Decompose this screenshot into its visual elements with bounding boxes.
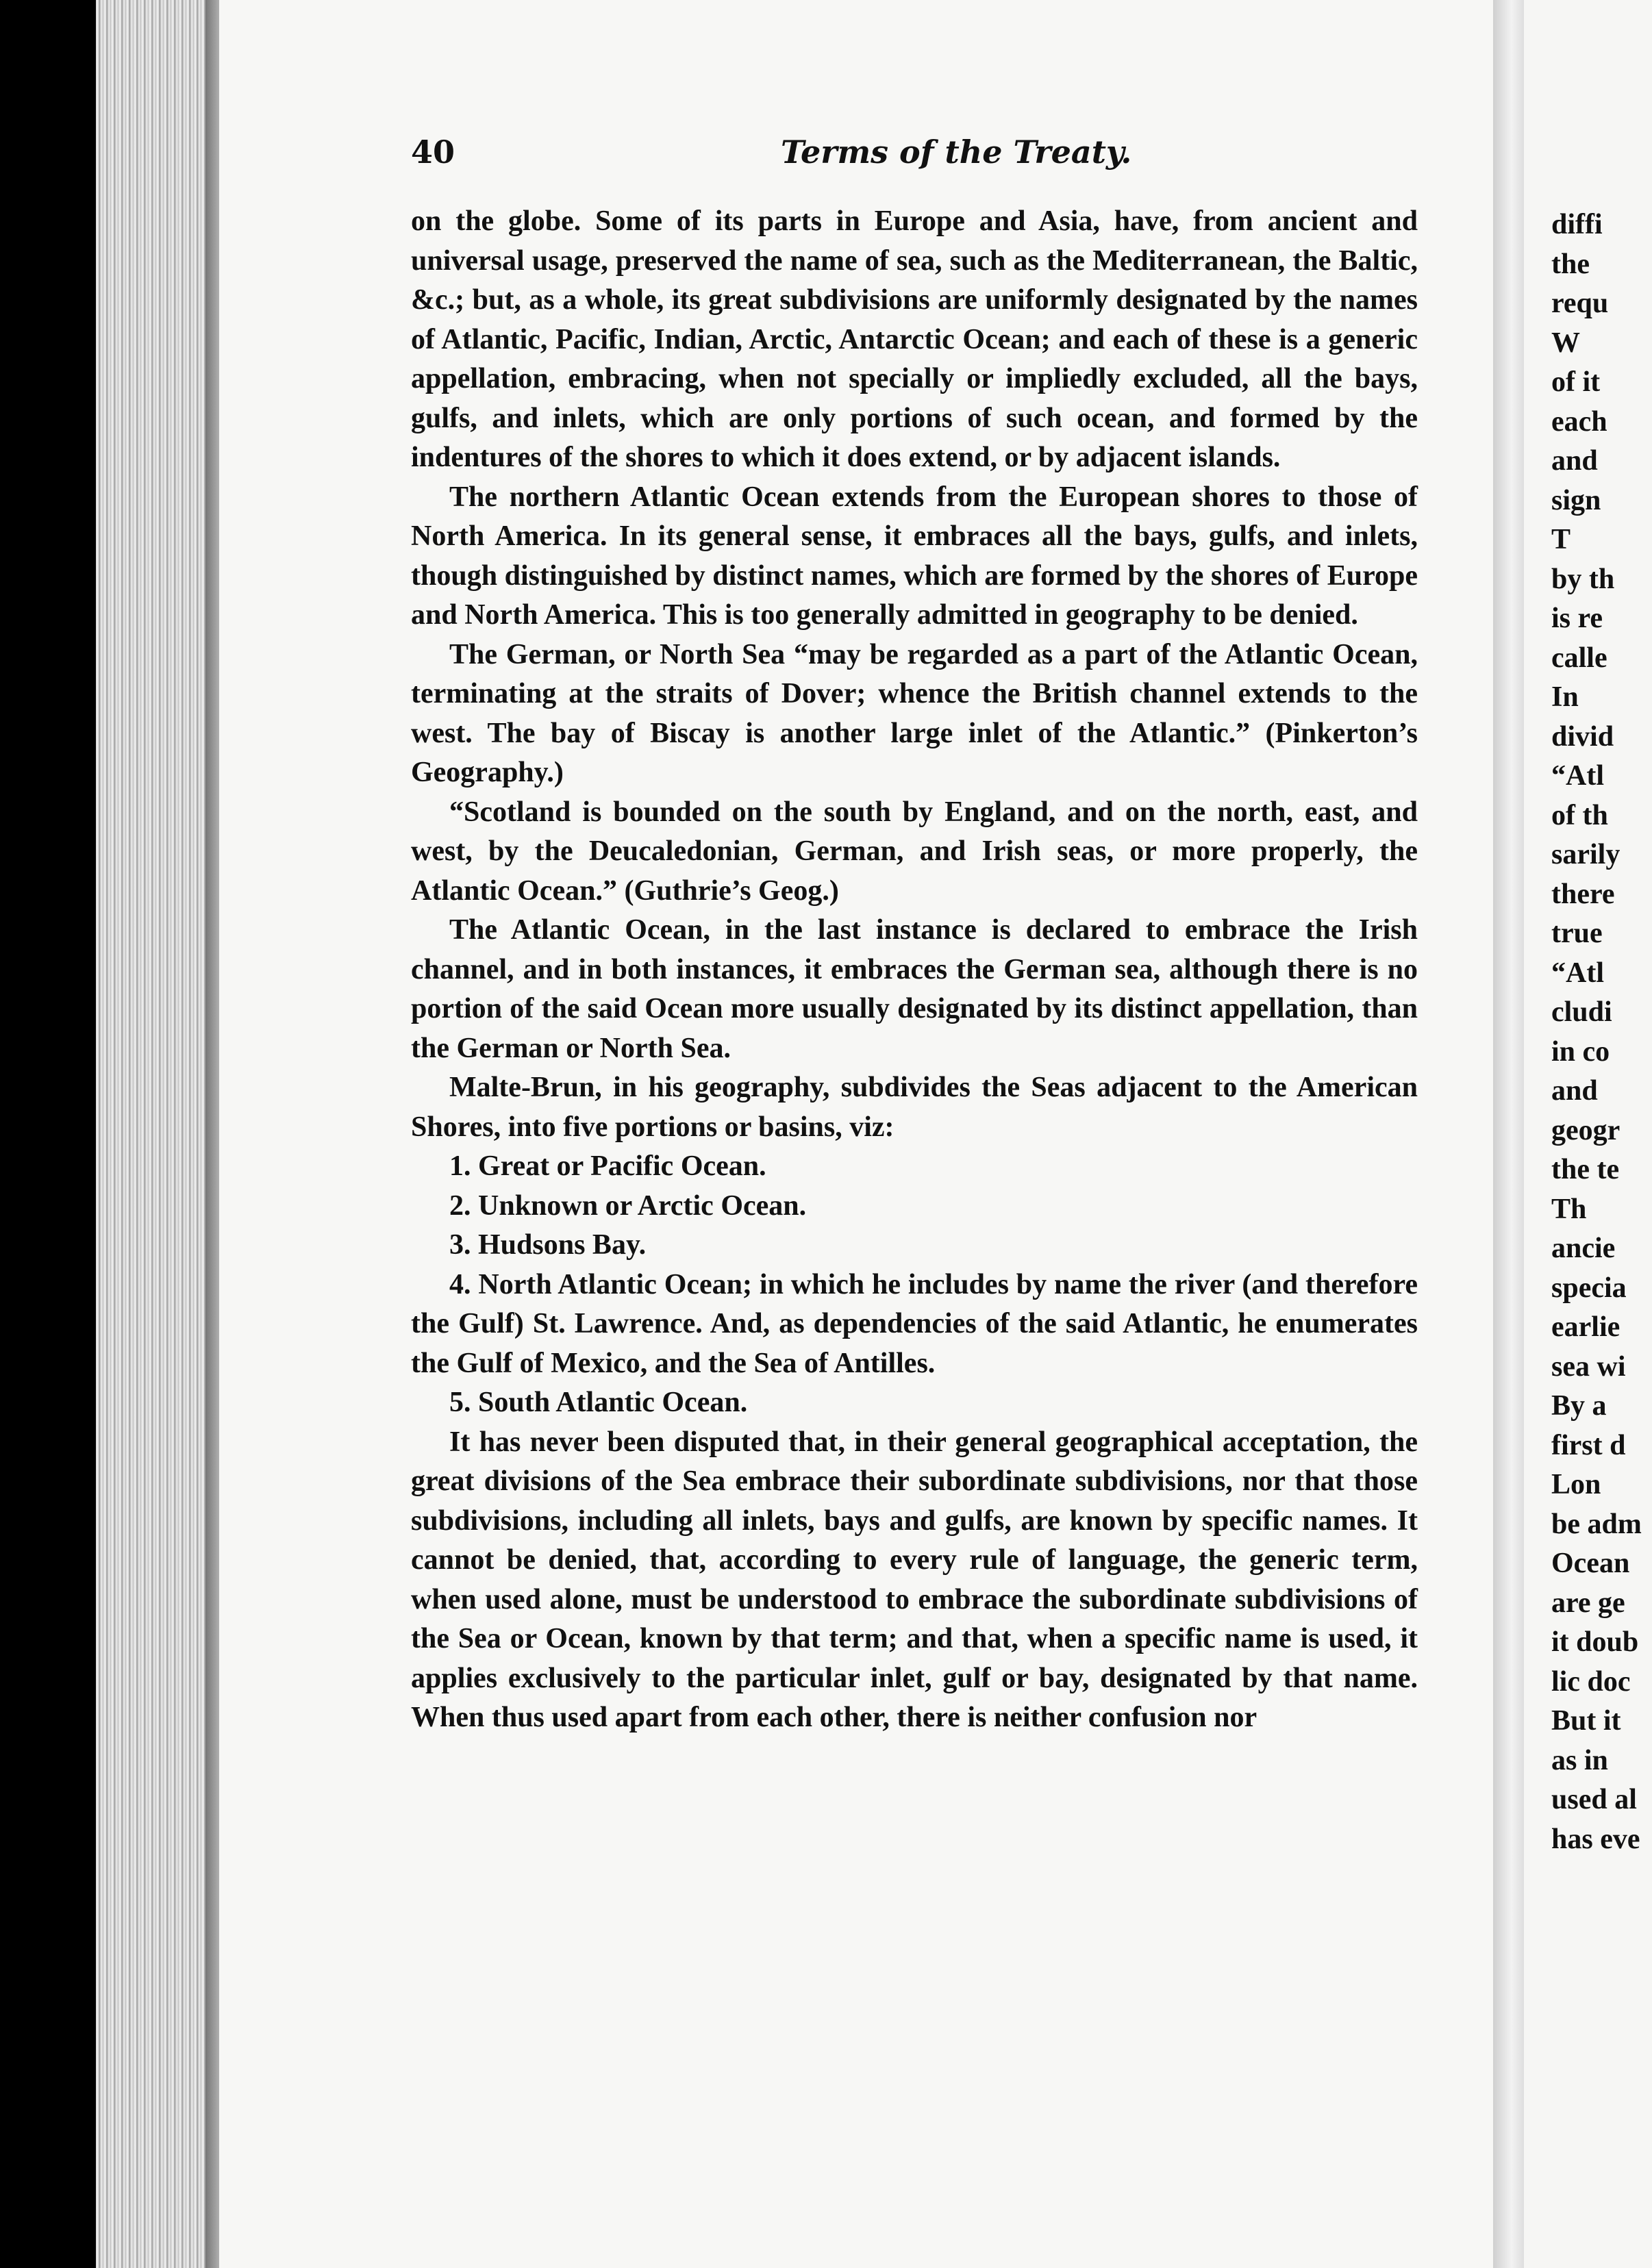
right-page-line: divid [1551,720,1614,753]
right-page-line: used al [1551,1784,1637,1815]
right-page-line: “Atl [1551,760,1604,792]
right-page-line: earlie [1551,1311,1620,1343]
right-page-line: the te [1551,1154,1620,1185]
right-page-line: sea wi [1551,1350,1626,1383]
right-page-text [1551,205,1652,1859]
right-page-line: there [1551,878,1615,910]
paragraph-6: Malte-Brun, in his geography, subdivides the Seas adjacent to the American Shores, into five portions or basins, viz: [411,1072,1418,1143]
right-page-line: lic doc [1551,1665,1631,1698]
right-page-line: cludi [1551,996,1612,1028]
right-page-line: requ [1551,288,1609,319]
right-page-line: “Atl [1551,957,1604,989]
right-page-line: and [1551,445,1598,477]
right-page-line: as in [1551,1744,1608,1776]
right-page-line: specia [1551,1272,1627,1304]
paragraph-5: The Atlantic Ocean, in the last instance is declared to embrace the Irish channel, and in both instances, it embraces the German sea, although there is no portion of the said Ocean more usually designated by its distinct appellation, than the German or North Sea. [411,914,1418,1064]
right-page-line: Th [1551,1193,1587,1225]
right-page-line: Ocean [1551,1548,1630,1579]
right-page-line: diffi [1551,209,1603,240]
page-body [411,202,1418,1738]
running-header [411,134,1425,175]
right-page-line: In [1551,681,1579,713]
right-page-line: calle [1551,642,1607,674]
right-page-line: and [1551,1075,1598,1107]
page-number: 40 [411,134,455,171]
page-fold [1493,0,1524,2268]
right-page-line: W [1551,327,1580,359]
right-page-line: is re [1551,603,1603,634]
list-item: 5. South Atlantic Ocean. [449,1387,748,1418]
list-item: 3. Hudsons Bay. [449,1229,647,1261]
right-page-line: be adm [1551,1508,1642,1540]
right-page-line: T [1551,524,1571,555]
right-page-line: are ge [1551,1587,1625,1619]
list-item: 1. Great or Pacific Ocean. [449,1150,766,1182]
right-page-line: first d [1551,1429,1626,1461]
right-page-line: has eve [1551,1823,1640,1855]
right-page-line: sign [1551,484,1601,516]
right-page-line: in co [1551,1035,1610,1068]
right-page-line: ancie [1551,1233,1616,1264]
book-page-edges [96,0,219,2268]
right-page-line: the [1551,248,1590,280]
right-page-line: But it [1551,1705,1621,1737]
right-page-line: it doub [1551,1626,1639,1658]
paragraph-2: The northern Atlantic Ocean extends from the European shores to those of North America. In its general sense, it embraces all the bays, gulfs, and inlets, though distinguished by distinct names, which are formed by the shores of Europe and North America. This is too generally admitted in geography to be denied. [411,481,1418,631]
right-page-line: geogr [1551,1114,1620,1146]
paragraph-3: The German, or North Sea “may be regarded as a part of the Atlantic Ocean, terminating at the straits of Dover; whence the British channel extends to the west. The bay of Biscay is another large inlet of the Atlantic.” (Pinkerton’s Geography.) [411,638,1418,788]
right-page-line: by th [1551,563,1615,595]
right-page-line: of it [1551,366,1601,398]
right-page-line: By a [1551,1390,1607,1422]
right-page-line: of th [1551,799,1608,831]
paragraph-1: on the globe. Some of its parts in Europe and Asia, have, from ancient and universal usage, preserved the name of sea, such as the Mediterranean, the Baltic, &c.; but, as a whole, its great subdivisions are uniformly designated by the names of Atlantic, Pacific, Indian, Arctic, Antarctic Ocean; and each of these is a generic appellation, embracing, when not specially or impliedly excluded, all the bays, gulfs, and inlets, which are only portions of such ocean, and formed by the indentures of the shores to which it does extend, or by adjacent islands. [411,205,1418,473]
right-page-line: Lon [1551,1469,1601,1500]
right-page-line: each [1551,405,1607,438]
paragraph-7: It has never been disputed that, in their general geographical acceptation, the great divisions of the Sea embrace their subordinate subdivisions, nor that those subdivisions, including all inlets, bays and gulfs, are known by specific names. It cannot be denied, that, according to every rule of language, the generic term, when used alone, must be understood to embrace the subordinate subdivisions of the Sea or Ocean, known by that term; and that, when a specific name is used, it applies exclusively to the particular inlet, gulf or bay, designated by that name. When thus used apart from each other, there is neither confusion nor [411,1426,1418,1733]
right-page-line: true [1551,918,1603,949]
list-item: 2. Unknown or Arctic Ocean. [449,1189,807,1222]
running-title: Terms of the Treaty. [781,134,1132,171]
paragraph-4: “Scotland is bounded on the south by England, and on the north, east, and west, by the Deucaledonian, German, and Irish seas, or more properly, the Atlantic Ocean.” (Guthrie’s Geog.) [411,796,1418,907]
right-page-line: sarily [1551,839,1620,870]
list-item: 4. North Atlantic Ocean; in which he includes by name the river (and therefore the Gulf) St. Lawrence. And, as dependencies of the said Atlantic, he enumerates the Gulf of Mexico, and the Sea of Antilles. [411,1268,1418,1379]
